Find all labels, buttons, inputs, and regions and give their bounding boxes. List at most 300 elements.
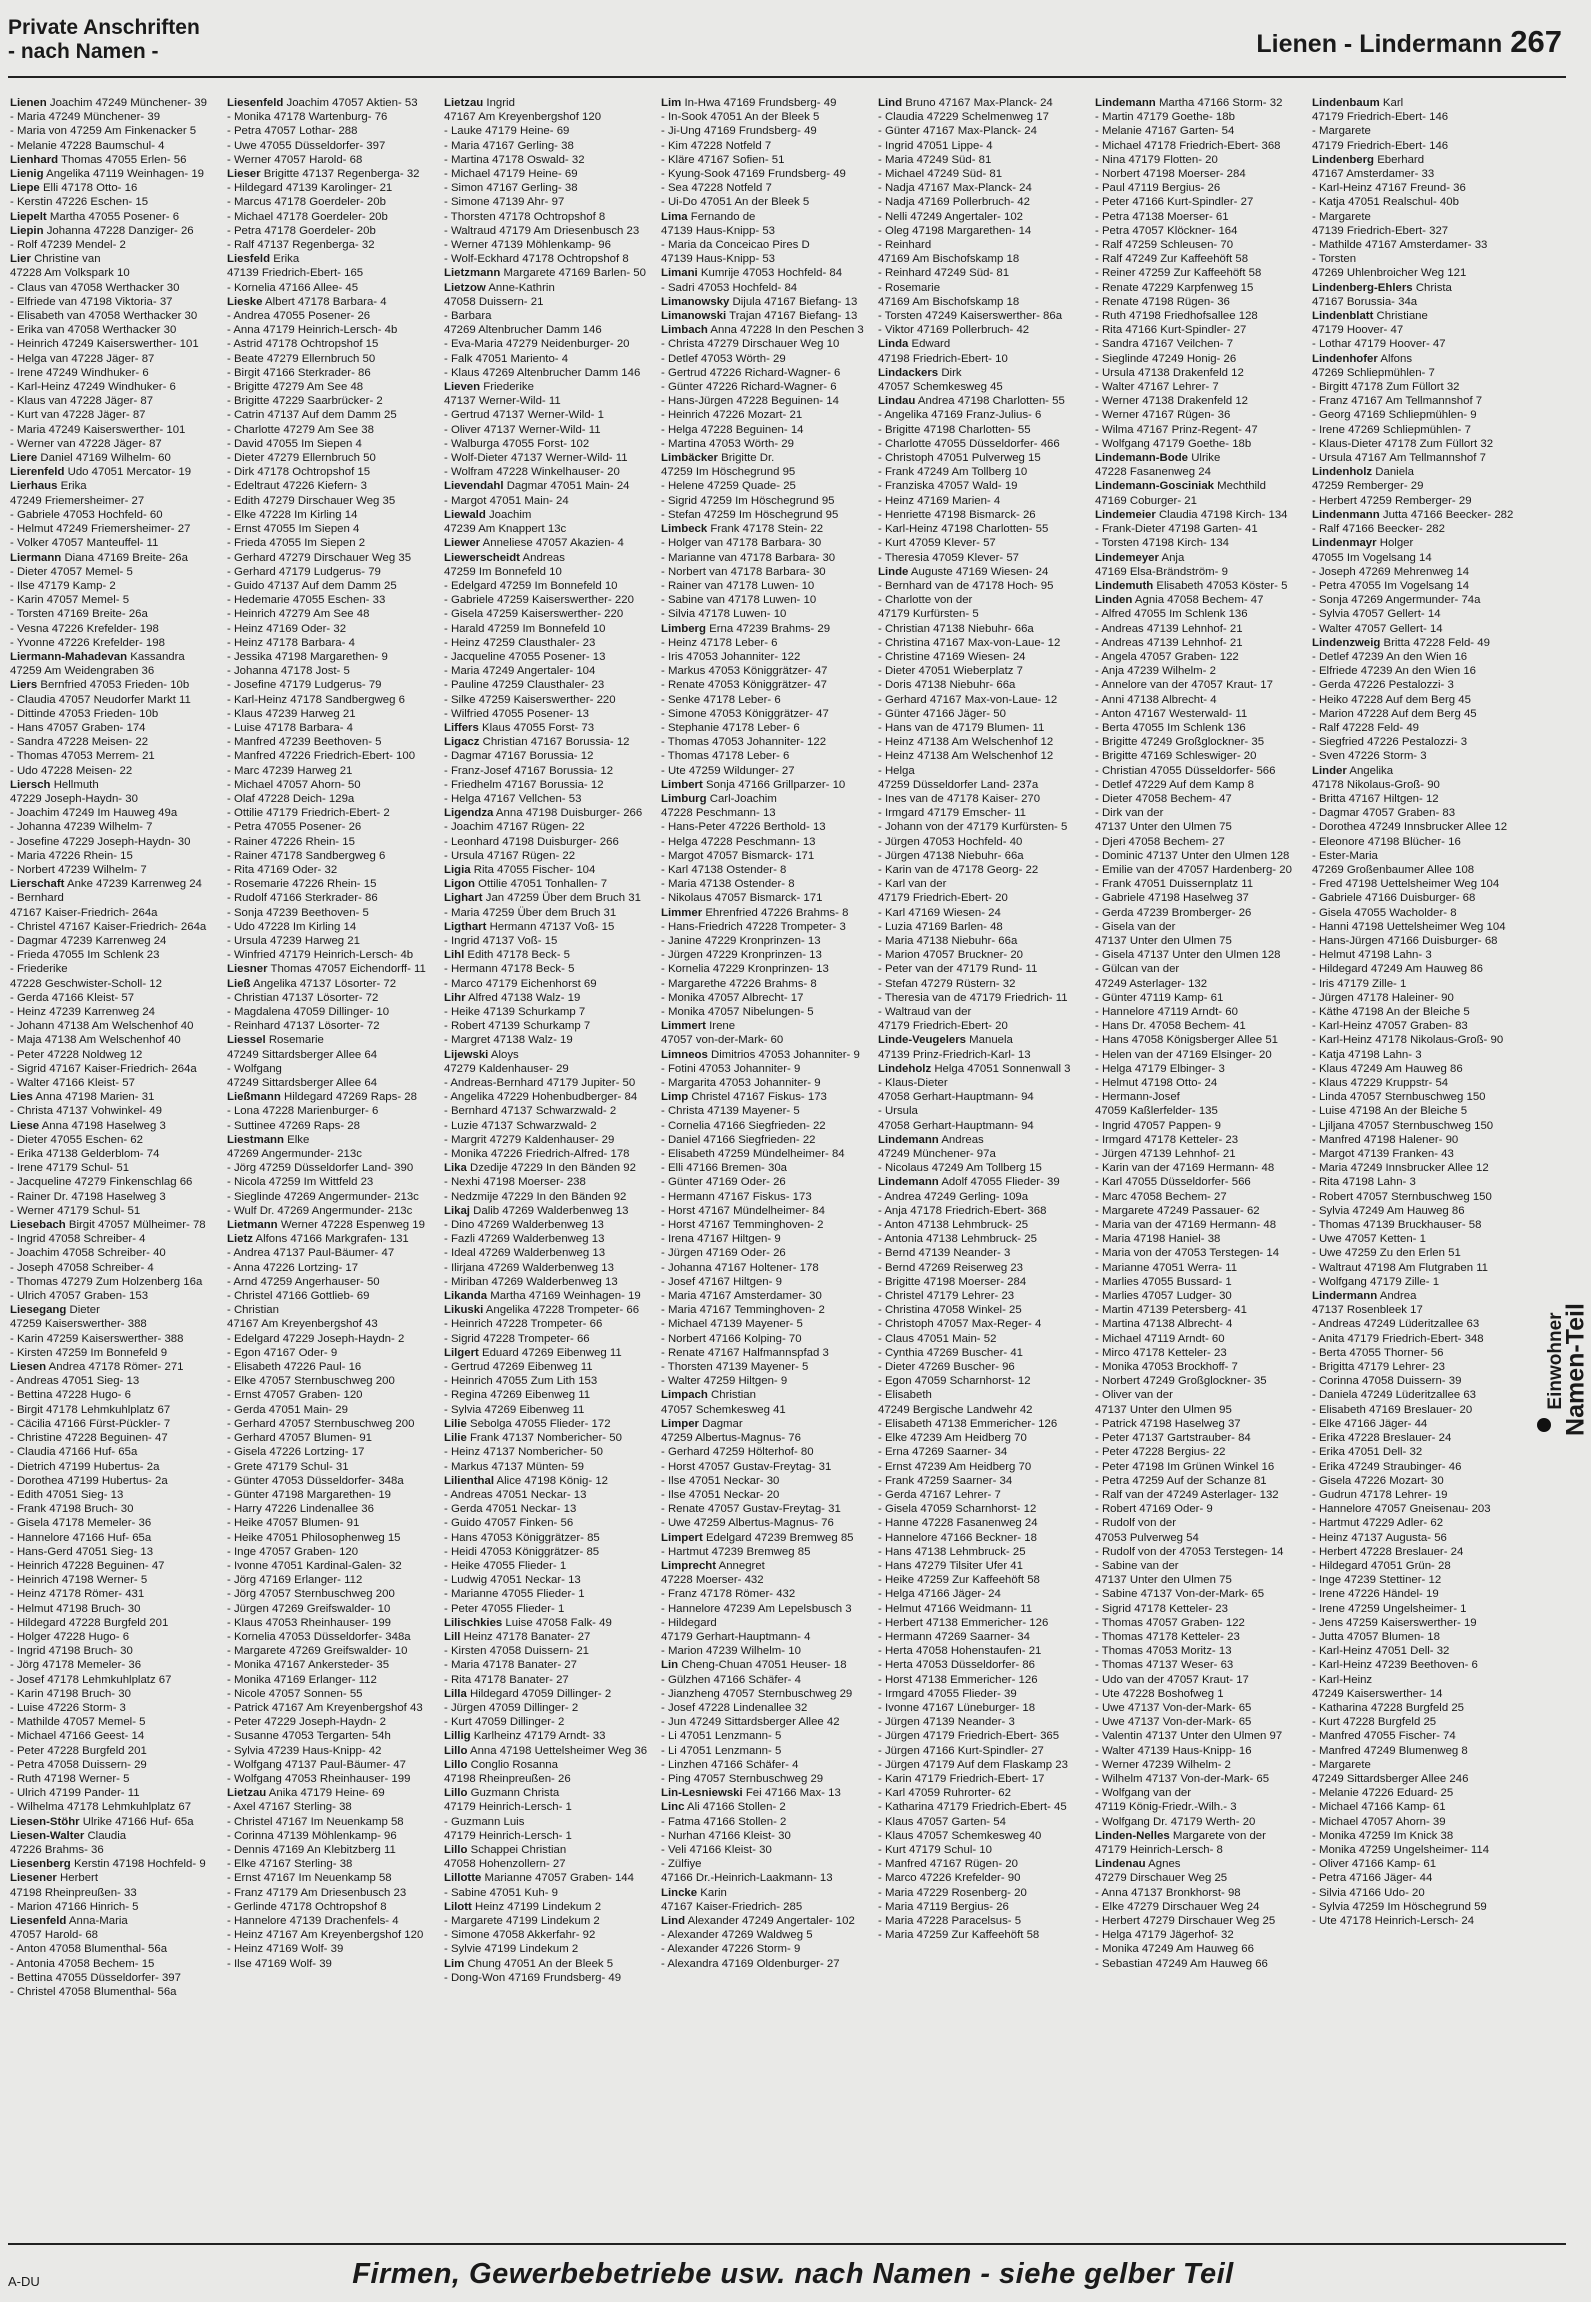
listing-entry — [1312, 1516, 1522, 1530]
listing-entry — [1095, 1090, 1305, 1104]
entry-details: Thomas 47057 Eichendorff- 11 — [270, 963, 426, 976]
entry-surname: Liewerscheidt — [444, 551, 520, 564]
entry-details: - Irmgard 47179 Emscher- 11 — [878, 807, 1026, 820]
listing-entry — [878, 1644, 1088, 1658]
listing-entry — [661, 721, 871, 735]
listing-entry — [661, 181, 871, 195]
entry-surname: Lindenmayr — [1312, 537, 1377, 550]
entry-details: - Karl-Heinz 47057 Graben- 83 — [1312, 1020, 1468, 1033]
entry-details: - Helga — [878, 764, 915, 777]
listing-entry — [1312, 1019, 1522, 1033]
entry-details: Johanna 47228 Danziger- 26 — [46, 224, 194, 237]
listing-entry — [10, 636, 220, 650]
listing-entry — [227, 1005, 437, 1019]
listing-entry — [878, 721, 1088, 735]
entry-details: - Ralf 47166 Beecker- 282 — [1312, 523, 1445, 536]
listing-entry — [1095, 1786, 1305, 1800]
entry-details: - Gisela 47259 Kaiserswerther- 220 — [444, 608, 624, 621]
entry-details: - Ester-Maria — [1312, 849, 1378, 862]
entry-details: - Charlotte von der — [878, 594, 973, 607]
listing-entry — [1095, 1317, 1305, 1331]
listing-entry — [444, 693, 654, 707]
entry-details: - Janine 47229 Kronprinzen- 13 — [661, 934, 821, 947]
entry-surname: Lindenmann — [1312, 508, 1380, 521]
entry-details: Christiane — [1376, 310, 1428, 323]
entry-details: 47179 Friedrich-Ebert- 146 — [1312, 139, 1449, 152]
listing-entry — [661, 1900, 871, 1914]
entry-details: - Gülcan van der — [1095, 963, 1180, 976]
listing-entry — [661, 1559, 871, 1573]
entry-details: - Wolfgang 47179 Zille- 1 — [1312, 1275, 1440, 1288]
entry-details: - Werner 47138 Drakenfeld 12 — [1095, 395, 1249, 408]
listing-entry — [1312, 820, 1522, 834]
entry-details: - Uwe 47137 Von-der-Mark- 65 — [1095, 1701, 1252, 1714]
listing-entry — [227, 1772, 437, 1786]
listing-entry — [1312, 124, 1522, 138]
entry-details: - Guzmann Luis — [444, 1815, 525, 1828]
entry-details: Anika 47179 Heine- 69 — [268, 1787, 385, 1800]
entry-details: - Gertrud 47137 Werner-Wild- 1 — [444, 409, 604, 422]
entry-surname: Lindermann — [1312, 1290, 1378, 1303]
entry-details: - Maria 47198 Haniel- 38 — [1095, 1233, 1221, 1246]
listing-entry — [878, 238, 1088, 252]
listing-entry — [444, 465, 654, 479]
entry-details: - Hannelore 47119 Arndt- 60 — [1095, 1006, 1238, 1018]
listing-entry — [444, 167, 654, 181]
entry-details: - Hartmut 47229 Adler- 62 — [1312, 1517, 1444, 1530]
entry-details: - Gisela 47226 Lortzing- 17 — [227, 1446, 365, 1459]
entry-details: - Sonja 47239 Beethoven- 5 — [227, 906, 369, 919]
listing-entry — [878, 96, 1088, 110]
listing-entry — [227, 167, 437, 181]
entry-details: - Petra 47138 Moerser- 61 — [1095, 210, 1229, 223]
entry-details: - Gerda 47167 Lehrer- 7 — [878, 1488, 1001, 1501]
entry-details: Erna 47239 Brahms- 29 — [709, 622, 831, 635]
listing-entry — [10, 1474, 220, 1488]
entry-details: - Anna 47137 Bronkhorst- 98 — [1095, 1886, 1241, 1899]
listing-entry — [878, 1744, 1088, 1758]
listing-entry — [10, 1914, 220, 1928]
entry-details: - Hildegard 47139 Karolinger- 21 — [227, 182, 393, 195]
entry-details: - Bernd 47269 Reiserweg 23 — [878, 1261, 1024, 1274]
entry-details: Bernfried 47053 Frieden- 10b — [40, 679, 190, 692]
listing-entry — [10, 1502, 220, 1516]
entry-details: - Mathilde 47167 Amsterdamer- 33 — [1312, 239, 1488, 252]
listing-entry — [227, 1886, 437, 1900]
entry-details: - Rolf 47239 Mendel- 2 — [10, 239, 126, 252]
listing-entry — [1312, 1374, 1522, 1388]
listing-entry — [227, 479, 437, 493]
listing-entry — [227, 195, 437, 209]
listing-entry — [1312, 1914, 1522, 1928]
entry-surname: Lind — [661, 1915, 686, 1927]
listing-entry — [10, 1886, 220, 1900]
entry-details: - Anton 47138 Lehmbruck- 25 — [878, 1219, 1029, 1232]
listing-entry — [444, 1104, 654, 1118]
listing-entry — [661, 1786, 871, 1800]
entry-details: - Petra 47057 Klöckner- 164 — [1095, 224, 1238, 237]
entry-details: - Karl-Heinz 47178 Nikolaus-Groß- 90 — [1312, 1034, 1504, 1047]
entry-details: - Jianzheng 47057 Sternbuschweg 29 — [661, 1687, 853, 1700]
entry-details: Ulrike 47166 Huf- 65a — [82, 1815, 194, 1828]
listing-entry — [661, 1175, 871, 1189]
listing-entry — [10, 1658, 220, 1672]
entry-surname: Linder — [1312, 764, 1347, 777]
listing-entry — [661, 1871, 871, 1885]
entry-details: - Karin 47198 Bruch- 30 — [10, 1687, 131, 1700]
listing-entry — [661, 650, 871, 664]
entry-details: 47269 Großenbaumer Allee 108 — [1312, 863, 1475, 876]
entry-details: - Heinrich 47279 Am See 48 — [227, 608, 370, 621]
entry-details: - Nicola 47259 Im Wittfeld 23 — [227, 1176, 374, 1189]
listing-entry — [878, 551, 1088, 565]
entry-details: Luise 47058 Falk- 49 — [505, 1616, 612, 1629]
listing-entry — [227, 1673, 437, 1687]
listing-entry — [661, 1545, 871, 1559]
entry-surname: Liersch — [10, 778, 51, 791]
listing-entry — [1095, 110, 1305, 124]
entry-surname: Ligthart — [444, 920, 487, 933]
entry-details: - Michael 47057 Ahorn- 39 — [1312, 1815, 1446, 1828]
listing-entry — [444, 380, 654, 394]
entry-details: 47179 Kurfürsten- 5 — [878, 608, 979, 621]
entry-details: - Marlies 47055 Bussard- 1 — [1095, 1275, 1232, 1288]
listing-entry — [444, 891, 654, 905]
entry-details: - Uwe 47055 Düsseldorfer- 397 — [227, 139, 386, 152]
listing-entry — [10, 1388, 220, 1402]
entry-surname: Lillig — [444, 1730, 471, 1743]
listing-entry — [444, 1857, 654, 1871]
entry-details: - Werner 47179 Schul- 51 — [10, 1204, 141, 1217]
listing-entry — [1312, 238, 1522, 252]
entry-details: - Hanne 47228 Fasanenweg 24 — [878, 1517, 1038, 1530]
listing-entry — [878, 309, 1088, 323]
entry-details: - Johann 47138 Am Welschenhof 40 — [10, 1020, 194, 1033]
listing-entry — [1095, 1005, 1305, 1019]
entry-details: - Jacqueline 47055 Posener- 13 — [444, 650, 606, 663]
entry-details: - Andrea 47249 Gerling- 109a — [878, 1190, 1029, 1203]
listing-entry — [1095, 1701, 1305, 1715]
entry-surname: Limbach — [661, 324, 708, 337]
entry-details: - Theresia 47059 Klever- 57 — [878, 551, 1019, 564]
listing-entry — [661, 494, 871, 508]
entry-details: - Hans-Jürgen 47166 Duisburger- 68 — [1312, 934, 1498, 947]
entry-details: - Brigitte 47279 Am See 48 — [227, 381, 364, 394]
entry-details: - Heinz 47137 Nombericher- 50 — [444, 1446, 603, 1459]
listing-entry — [227, 1346, 437, 1360]
entry-surname: Lillo — [444, 1787, 468, 1800]
listing-entry — [1312, 636, 1522, 650]
listing-entry — [661, 1445, 871, 1459]
listing-entry — [1095, 281, 1305, 295]
listing-entry — [10, 1900, 220, 1914]
listing-entry — [227, 1360, 437, 1374]
entry-details: - Ute 47259 Wildunger- 27 — [661, 764, 795, 777]
entry-details: - Li 47051 Lenzmann- 5 — [661, 1730, 782, 1743]
entry-details: - Ilse 47051 Neckar- 30 — [661, 1474, 780, 1487]
listing-entry — [1095, 352, 1305, 366]
entry-surname: Lietzow — [444, 281, 486, 294]
entry-details: - Thomas 47139 Bruckhauser- 58 — [1312, 1219, 1482, 1232]
listing-entry — [878, 977, 1088, 991]
listing-entry — [1312, 806, 1522, 820]
listing-entry — [1312, 1445, 1522, 1459]
entry-details: - Rainer 47226 Rhein- 15 — [227, 835, 355, 848]
listing-entry — [661, 1374, 871, 1388]
listing-entry — [444, 1786, 654, 1800]
entry-details: - Kyung-Sook 47169 Frundsberg- 49 — [661, 168, 846, 181]
entry-details: - Luise 47198 An der Bleiche 5 — [1312, 1105, 1468, 1118]
entry-details: - Andreas 47051 Sieg- 13 — [10, 1375, 140, 1388]
listing-entry — [661, 252, 871, 266]
entry-details: - Andrea 47137 Paul-Bäumer- 47 — [227, 1247, 395, 1260]
listing-entry — [1095, 1232, 1305, 1246]
listing-entry — [444, 494, 654, 508]
listing-entry — [878, 1630, 1088, 1644]
listing-entry — [1312, 1616, 1522, 1630]
listing-entry — [1095, 1445, 1305, 1459]
listing-entry — [444, 139, 654, 153]
listing-entry — [878, 693, 1088, 707]
listing-entry — [1095, 1303, 1305, 1317]
side-tab-line2: Namen-Teil — [1561, 1303, 1590, 1436]
entry-details: - Manfred 47055 Fischer- 74 — [1312, 1730, 1456, 1743]
listing-entry — [878, 1317, 1088, 1331]
entry-details: - Heike 47259 Zur Kaffeehöft 58 — [878, 1574, 1040, 1587]
entry-details: - Thomas 47178 Leber- 6 — [661, 750, 790, 763]
listing-entry — [444, 1644, 654, 1658]
entry-details: Kerstin 47198 Hochfeld- 9 — [73, 1858, 206, 1871]
listing-entry — [1312, 1232, 1522, 1246]
listing-entry — [10, 536, 220, 550]
listing-entry — [444, 1815, 654, 1829]
entry-details: - Erika 47228 Breslauer- 24 — [1312, 1432, 1452, 1445]
listing-entry — [1095, 309, 1305, 323]
listing-entry — [1312, 1147, 1522, 1161]
listing-entry — [10, 1871, 220, 1885]
entry-details: Martha 47169 Weinhagen- 19 — [490, 1290, 641, 1303]
listing-entry — [661, 565, 871, 579]
entry-details: - Ludwig 47051 Neckar- 13 — [444, 1574, 581, 1587]
entry-details: - Jürgen 47179 Auf dem Flaskamp 23 — [878, 1758, 1068, 1771]
listing-entry — [10, 309, 220, 323]
entry-details: - Christine 47228 Beguinen- 47 — [10, 1432, 168, 1445]
entry-surname: Liestmann — [227, 1133, 284, 1146]
entry-details: Alfons 47166 Markgrafen- 131 — [255, 1233, 409, 1246]
listing-entry — [878, 920, 1088, 934]
listing-entry — [227, 1090, 437, 1104]
listing-entry — [1312, 110, 1522, 124]
listing-entry — [878, 792, 1088, 806]
entry-details: - Frank 47259 Saarner- 34 — [878, 1474, 1013, 1487]
listing-entry — [1312, 1673, 1522, 1687]
listing-entry — [10, 1587, 220, 1601]
entry-surname: Limmert — [661, 1020, 706, 1033]
entry-details: - Nicolaus 47249 Am Tollberg 15 — [878, 1162, 1042, 1175]
listing-entry — [1095, 934, 1305, 948]
listing-entry — [661, 1062, 871, 1076]
entry-details: - Rosemarie 47226 Rhein- 15 — [227, 878, 377, 891]
listing-entry — [1312, 1246, 1522, 1260]
listing-entry — [444, 1332, 654, 1346]
listing-entry — [1312, 835, 1522, 849]
entry-details: 47179 Heinrich-Lersch- 1 — [444, 1829, 572, 1842]
listing-entry — [10, 394, 220, 408]
listing-entry — [1312, 1502, 1522, 1516]
listing-entry — [878, 167, 1088, 181]
listing-entry — [878, 465, 1088, 479]
listing-entry — [661, 1758, 871, 1772]
entry-details: - Maria 47249 Innsbrucker Allee 12 — [1312, 1162, 1489, 1175]
listing-entry — [1095, 820, 1305, 834]
listing-entry — [444, 1048, 654, 1062]
listing-entry — [444, 934, 654, 948]
listing-entry — [10, 423, 220, 437]
entry-details: - Sven 47226 Storm- 3 — [1312, 750, 1427, 763]
listing-entry — [661, 579, 871, 593]
entry-details: - Margarete 47199 Lindekum 2 — [444, 1915, 600, 1927]
listing-entry — [10, 849, 220, 863]
listing-entry — [444, 1346, 654, 1360]
listing-entry — [10, 167, 220, 181]
entry-details: - Christian 47137 Lösorter- 72 — [227, 991, 379, 1004]
listing-column-6 — [1095, 96, 1305, 2246]
listing-entry — [227, 366, 437, 380]
listing-entry — [444, 565, 654, 579]
entry-details: - Jörg 47178 Memeler- 36 — [10, 1659, 142, 1672]
entry-details: - Brigitte 47198 Moerser- 284 — [878, 1275, 1027, 1288]
entry-details: Diana 47169 Breite- 26a — [64, 551, 188, 564]
entry-details: 47137 Unter den Ulmen 75 — [1095, 1574, 1232, 1587]
entry-details: - Ursula 47138 Drakenfeld 12 — [1095, 366, 1244, 379]
listing-entry — [661, 1687, 871, 1701]
listing-entry — [227, 1076, 437, 1090]
listing-entry — [878, 1161, 1088, 1175]
entry-details: - Hans Dr. 47058 Bechem- 41 — [1095, 1020, 1246, 1033]
listing-entry — [10, 835, 220, 849]
entry-details: - Erna 47269 Saarner- 34 — [878, 1446, 1008, 1459]
listing-entry — [444, 96, 654, 110]
listing-entry — [1312, 508, 1522, 522]
entry-details: - Hildegard 47228 Burgfeld 201 — [10, 1616, 169, 1629]
entry-details: - Gerhard 47057 Sternbuschweg 200 — [227, 1417, 415, 1430]
entry-details: - Erika 47138 Gelderblom- 74 — [10, 1148, 160, 1161]
listing-entry — [227, 1388, 437, 1402]
entry-details: - Anni 47138 Albrecht- 4 — [1095, 693, 1217, 706]
entry-details: - Gabriele 47259 Kaiserswerther- 220 — [444, 594, 634, 607]
entry-surname: Lilie — [444, 1417, 467, 1430]
entry-details: - Gabriele 47053 Hochfeld- 60 — [10, 508, 163, 521]
entry-details: - Heike 47051 Philosophenweg 15 — [227, 1531, 401, 1544]
entry-details: - Gerda 47226 Pestalozzi- 3 — [1312, 679, 1454, 692]
listing-entry — [1095, 479, 1305, 493]
listing-entry — [10, 1374, 220, 1388]
listing-entry — [1312, 380, 1522, 394]
entry-surname: Likuski — [444, 1304, 484, 1317]
entry-details: - Karl-Heinz 47051 Dell- 32 — [1312, 1645, 1450, 1658]
listing-entry — [1312, 252, 1522, 266]
listing-entry — [1312, 366, 1522, 380]
listing-entry — [878, 565, 1088, 579]
entry-details: Guzmann Christa — [470, 1787, 560, 1800]
page-number: 267 — [1510, 24, 1562, 59]
entry-details: Manuela — [969, 1034, 1013, 1047]
entry-surname: Liermann-Mahadevan — [10, 650, 128, 663]
entry-details: 47139 Prinz-Friedrich-Karl- 13 — [878, 1048, 1031, 1061]
entry-details: - Petra 47178 Goerdeler- 20b — [227, 224, 376, 237]
entry-details: - Hans 47138 Lehmbruck- 25 — [878, 1545, 1026, 1558]
entry-details: - Lauke 47179 Heine- 69 — [444, 125, 570, 138]
entry-surname: Lieven — [444, 381, 481, 394]
listing-entry — [1312, 721, 1522, 735]
section-heading — [8, 16, 200, 64]
entry-details: - Waltraud van der — [878, 1006, 972, 1018]
entry-details: - Ernst 47057 Graben- 120 — [227, 1389, 363, 1402]
entry-details: - Heinrich 47228 Beguinen- 47 — [10, 1559, 165, 1572]
entry-details: - Jun 47249 Sittardsberger Allee 42 — [661, 1716, 840, 1729]
entry-details: - Cornelia 47166 Siegfrieden- 22 — [661, 1119, 826, 1132]
entry-details: 47058 Gerhart-Hauptmann- 94 — [878, 1091, 1034, 1104]
listing-entry — [1095, 1587, 1305, 1601]
listing-entry — [878, 962, 1088, 976]
entry-surname: Lim — [661, 97, 682, 109]
entry-surname: Limbeck — [661, 523, 708, 536]
entry-details: - Christian 47138 Niebuhr- 66a — [878, 622, 1034, 635]
listing-entry — [444, 408, 654, 422]
listing-entry — [1312, 1786, 1522, 1800]
entry-details: - Alfred 47055 Im Schlenk 136 — [1095, 608, 1248, 621]
entry-details: - Margarete 47249 Passauer- 62 — [1095, 1204, 1260, 1217]
entry-details: Chung 47051 An der Bleek 5 — [467, 1957, 614, 1970]
listing-entry — [1095, 1815, 1305, 1829]
listing-entry — [878, 1076, 1088, 1090]
entry-details: Dijula 47167 Biefang- 13 — [732, 295, 858, 308]
listing-entry — [1095, 1346, 1305, 1360]
listing-entry — [1095, 465, 1305, 479]
entry-details: Christa — [1415, 281, 1452, 294]
entry-surname: Lindenzweig — [1312, 636, 1381, 649]
entry-details: - Corinna 47058 Duissern- 39 — [1312, 1375, 1462, 1388]
entry-details: - Walter 47166 Kleist- 57 — [10, 1077, 135, 1090]
entry-details: - Sabine van 47178 Luwen- 10 — [661, 594, 817, 607]
listing-entry — [1312, 551, 1522, 565]
listing-column-5 — [878, 96, 1088, 2246]
entry-details: - Anton 47058 Blumenthal- 56a — [10, 1943, 168, 1956]
entry-details: - Claus 47051 Main- 52 — [878, 1332, 997, 1345]
entry-surname: Lietzmann — [444, 267, 501, 280]
entry-details: - Michael 47178 Friedrich-Ebert- 368 — [1095, 139, 1281, 152]
listing-entry — [661, 522, 871, 536]
entry-details: - Norbert 47198 Moerser- 284 — [1095, 168, 1246, 181]
entry-surname: Lihr — [444, 991, 466, 1004]
listing-entry — [1095, 252, 1305, 266]
entry-details: - Elisabeth 47138 Emmericher- 126 — [878, 1417, 1058, 1430]
entry-details: - Ilse 47179 Kamp- 2 — [10, 579, 116, 592]
entry-details: - Werner 47239 Wilhelm- 2 — [1095, 1758, 1231, 1771]
listing-entry — [10, 607, 220, 621]
entry-details: - Peter 47229 Joseph-Haydn- 2 — [227, 1716, 386, 1729]
entry-details: - Ruth 47198 Werner- 5 — [10, 1772, 130, 1785]
entry-surname: Lietzau — [444, 97, 484, 109]
listing-entry — [878, 1658, 1088, 1672]
entry-details: Joachim — [488, 508, 532, 521]
listing-entry — [1312, 792, 1522, 806]
entry-details: - Berta 47055 Im Schlenk 136 — [1095, 721, 1246, 734]
listing-entry — [1312, 394, 1522, 408]
entry-details: - Karin van de 47178 Georg- 22 — [878, 863, 1039, 876]
listing-entry — [444, 451, 654, 465]
listing-entry — [878, 1204, 1088, 1218]
